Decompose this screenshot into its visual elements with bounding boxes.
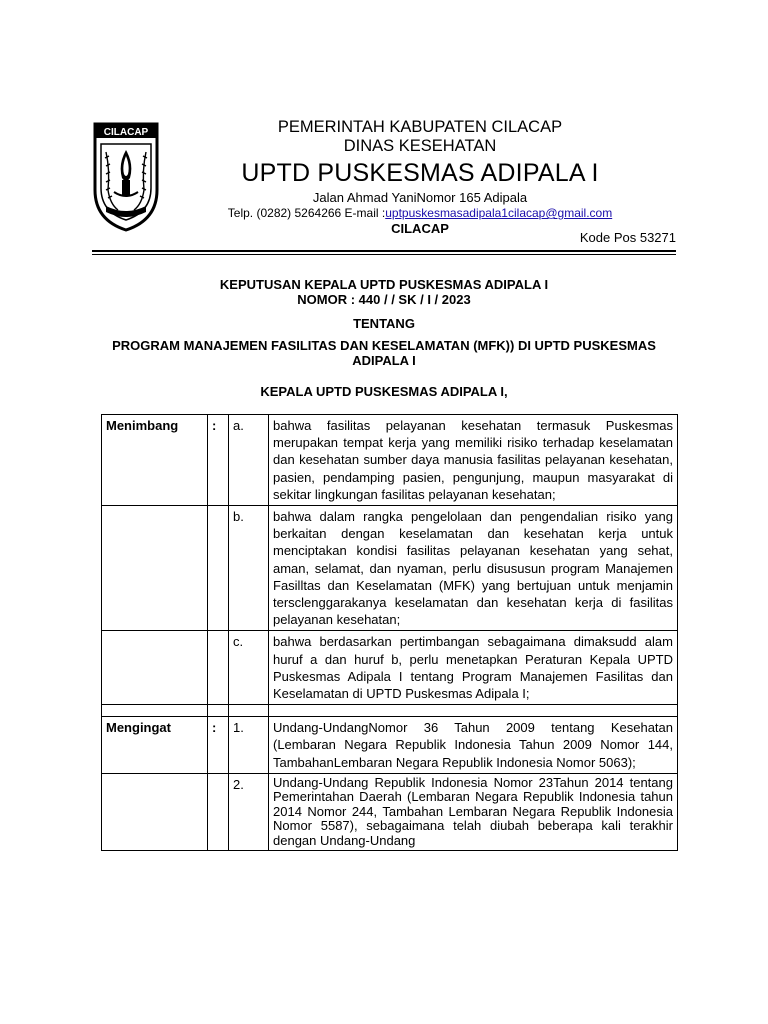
item-text: Undang-UndangNomor 36 Tahun 2009 tentang Kesehatan (Lembaran Negara Republik Indonesia Tahun 2009 Nomor 144, TambahanLembaran Negara Republik Indonesia Nomor 5063); [269, 717, 678, 774]
table-row-spacer [102, 705, 678, 717]
item-mark: 1. [229, 717, 269, 774]
item-mark: c. [229, 631, 269, 705]
considerations-table [101, 414, 678, 851]
item-text: bahwa dalam rangka pengelolaan dan pengendalian risiko yang berkaitan dengan keselamatan dan kesehatan kerja untuk menciptakan kondisi fasilitas pelayanan kesehatan yang sehat, aman, selamat, dan nyaman, perlu disususun program Manajemen Fasilltas dan Keselamatan (MFK) yang bertujuan untuk menjamin tersclenggarakanya keselamatan dan kesehatan kerja di fasilitas pelayanan kesehatan; [269, 506, 678, 631]
table-row [102, 717, 678, 774]
letterhead-rule-thin [92, 254, 676, 255]
department-name: DINAS KESEHATAN [343, 137, 497, 155]
item-mark: 2. [229, 773, 269, 851]
address: Jalan Ahmad YaniNomor 165 Adipala [312, 190, 528, 205]
item-text: Undang-Undang Republik Indonesia Nomor 23Tahun 2014 tentang Pemerintahan Daerah (Lembaran Negara Republik Indonesia tahun 2014 Nomor 244, Tambahan Lembaran Negara Republik Indonesia Nomor 5587), sebagaimana telah diubah beberapa kali terakhir dengan Undang-Undang [269, 773, 678, 851]
item-mark: b. [229, 506, 269, 631]
menimbang-label: Menimbang [102, 415, 208, 506]
letterhead-rule-thick [92, 250, 676, 252]
decree-about: TENTANG [353, 316, 415, 331]
contact-line [190, 206, 650, 221]
decree-head-of: KEPALA UPTD PUSKESMAS ADIPALA I, [260, 384, 508, 399]
postal-code: Kode Pos 53271 [579, 230, 676, 245]
table-row [102, 415, 678, 506]
decree-title: KEPUTUSAN KEPALA UPTD PUSKESMAS ADIPALA I [219, 277, 549, 292]
colon: : [208, 717, 229, 774]
colon: : [208, 415, 229, 506]
mengingat-label: Mengingat [102, 717, 208, 774]
government-name: PEMERINTAH KABUPATEN CILACAP [277, 118, 563, 136]
item-text: bahwa fasilitas pelayanan kesehatan termasuk Puskesmas merupakan tempat kerja yang memiliki risiko terhadap keselamatan dan kesehatan sumber daya manusia fasilitas pelayanan kesehatan, pasien, pendamping pasien, pengunjung, maupun masyarakat di sekitar lingkungan fasilitas pelayanan kesehatan; [269, 415, 678, 506]
table-row [102, 506, 678, 631]
item-text: bahwa berdasarkan pertimbangan sebagaimana dimaksudd alam huruf a dan huruf b, perlu menetapkan Peraturan Kepala UPTD Puskesmas Adipala I tentang Program Manajemen Fasilitas dan Keselamatan di UPTD Puskesmas Adipala I; [269, 631, 678, 705]
item-mark: a. [229, 415, 269, 506]
table-row [102, 631, 678, 705]
phone-label: Telp. (0282) 5264266 E-mail : [227, 206, 386, 220]
unit-name: UPTD PUSKESMAS ADIPALA I [241, 159, 599, 187]
decree-subject: PROGRAM MANAJEMEN FASILITAS DAN KESELAMATAN (MFK)) DI UPTD PUSKESMAS ADIPALA I [112, 338, 656, 368]
city-name: CILACAP [391, 221, 449, 236]
letterhead [190, 118, 650, 237]
cilacap-coat-of-arms-logo [92, 120, 160, 232]
table-row [102, 773, 678, 851]
decree-number: NOMOR : 440 / / SK / I / 2023 [297, 292, 471, 307]
logo-lettering: CILACAP [103, 127, 149, 138]
email-link[interactable]: uptpuskesmasadipala1cilacap@gmail.com [385, 206, 613, 220]
